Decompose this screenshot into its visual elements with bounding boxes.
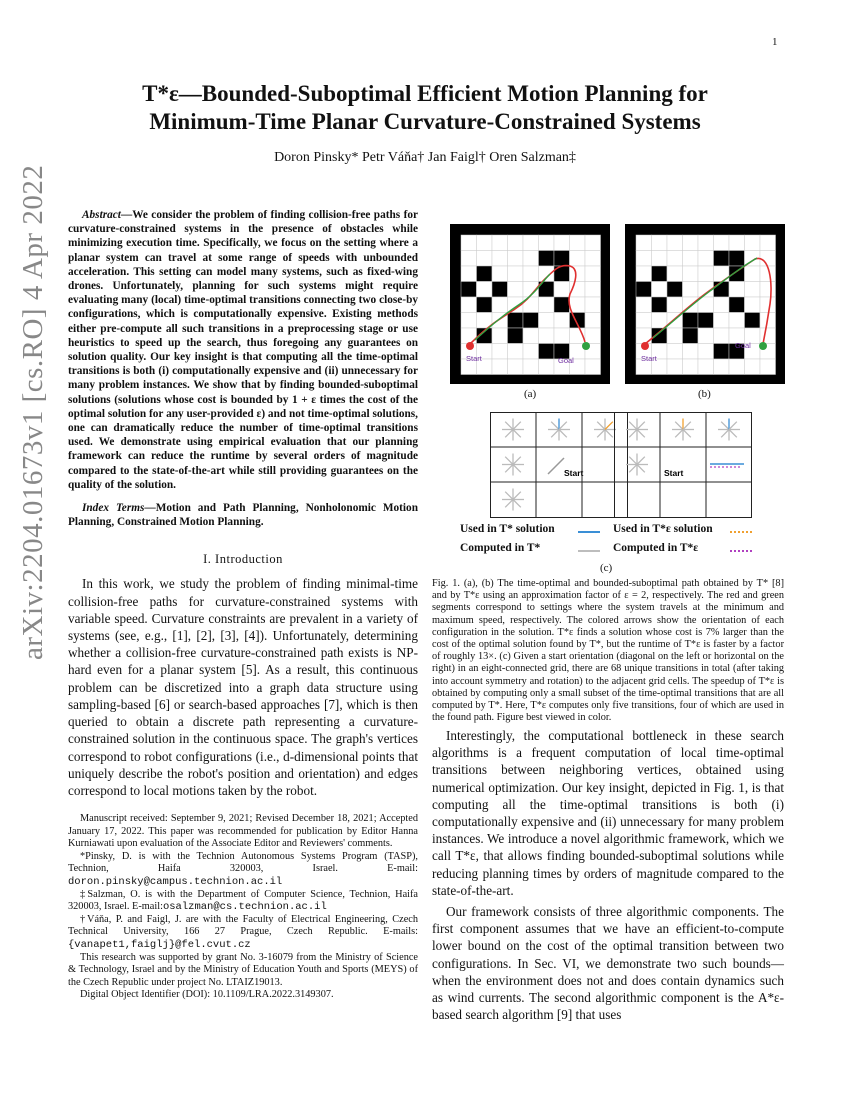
transition-arrow <box>559 430 567 438</box>
maze-cell <box>554 297 570 313</box>
footnote-salzman <box>68 889 418 914</box>
maze-cell <box>570 313 586 329</box>
maze-cell <box>523 359 539 375</box>
maze-cell <box>667 297 683 313</box>
maze-cell <box>585 266 601 282</box>
maze-cell <box>652 251 668 267</box>
maze-cell <box>683 282 699 298</box>
maze-cell <box>698 328 714 344</box>
maze-cell <box>461 235 477 251</box>
transition-arrow <box>629 430 637 438</box>
maze-cell <box>508 328 524 344</box>
transition-arrow <box>629 465 637 473</box>
maze-cell <box>714 344 730 360</box>
transition-arrow <box>729 430 737 438</box>
maze-cell <box>636 235 652 251</box>
maze-cell <box>667 251 683 267</box>
maze-cell <box>698 266 714 282</box>
transition-arrow <box>551 430 559 438</box>
intro-paragraph-1: In this work, we study the problem of finding minimal-time collision-free paths for curvature-constrained systems with variable speed. Curvature constraints are prevalent in a variety of systems (see, e.g., [1], [2], [3], [4]). Unfortunately, determining whether a collision-free curvature-constrained path exists is NP-hard even for a planar system [5]. As a result, this continuous problem can be discretized into a graph data structure using sampling-based [6] or search-based approaches [7], which is then queried to obtain a discrete path representing a curvature-constrained solution in the continuous space. The graph's vertices correspond to robot configurations (i.e., d-dimensional points that uniquely describe the robot's position and orientation) and edges correspond to local motions taken by the robot. <box>68 576 418 798</box>
arrow-star-left-tc <box>548 419 570 441</box>
maze-cell <box>714 328 730 344</box>
transition-arrow <box>597 422 605 430</box>
index-terms-text: —Motion and Path Planning, Nonholonomic Motion Planning, Constrained Motion Planning. <box>68 502 418 529</box>
maze-cell <box>760 297 776 313</box>
maze-cell <box>539 344 555 360</box>
maze-cell <box>585 359 601 375</box>
left-column <box>68 208 418 1002</box>
start-marker-a <box>466 342 474 350</box>
maze-cell <box>508 266 524 282</box>
goal-label-a: Goal <box>558 356 574 365</box>
maze-cell <box>539 359 555 375</box>
maze-cell <box>745 313 761 329</box>
maze-cell <box>760 282 776 298</box>
maze-cell <box>461 282 477 298</box>
maze-cell <box>729 359 745 375</box>
maze-cell <box>508 344 524 360</box>
maze-cell <box>508 313 524 329</box>
legend-computed-tstar-swatch <box>578 550 600 552</box>
maze-cell <box>714 359 730 375</box>
transition-arrow <box>675 422 683 430</box>
maze-cell <box>554 235 570 251</box>
maze-cell <box>539 235 555 251</box>
maze-cell <box>683 328 699 344</box>
maze-cell <box>714 297 730 313</box>
grid-b-cells <box>636 235 776 375</box>
maze-cell <box>492 266 508 282</box>
start-label-c-left: Start <box>564 468 584 478</box>
maze-cell <box>492 297 508 313</box>
goal-marker-a <box>582 342 590 350</box>
footnote-pinsky-email: doron.pinsky@campus.technion.ac.il <box>68 876 283 889</box>
abstract-text: —We consider the problem of finding collision-free paths for curvature-constrained systems in the presence of obstacles while minimizing execution time. Specifically, we focus on the setting where a planar system can travel at some range of speeds with unbounded acceleration. This setting can model many systems, such as fixed-wing drones. Unfortunately, planning for such systems might require evaluating many (local) time-optimal transitions connecting two close-by configurations, which is computationally expensive. Existing methods either pre-compute all such transitions in a preprocessing stage or use heuristics to speed up the search, thus foregoing any guarantees on solution quality. Our key insight is that computing all the time-optimal transitions is both (i) computationally expensive and (ii) unnecessary for many problem instances. We show that by finding bounded-suboptimal solutions (solutions whose cost is bounded by 1 + ε times the cost of the optimal solution for any user-provided ε) and not time-optimal solutions, one can dramatically reduce the number of time-optimal transitions used. We demonstrate using empirical evaluation that our planning framework can reduce the runtime by several orders of magnitude compared to the state-of-the-art while still providing guarantees on the quality of the solution. <box>68 209 418 491</box>
maze-cell <box>745 297 761 313</box>
index-terms-label: Index Terms <box>82 502 145 515</box>
maze-cell <box>461 313 477 329</box>
footnote-vana-email: {vanapet1,faiglj}@fel.cvut.cz <box>68 939 251 952</box>
transition-arrow <box>513 492 521 500</box>
figure-label-a: (a) <box>524 388 537 400</box>
transition-arrow <box>683 422 691 430</box>
transition-arrow <box>505 500 513 508</box>
transition-arrow <box>513 457 521 465</box>
maze-cell <box>539 297 555 313</box>
footnote-salzman-email: osalzman@cs.technion.ac.il <box>162 901 327 914</box>
start-label-a: Start <box>466 354 482 363</box>
maze-cell <box>477 266 493 282</box>
maze-cell <box>652 328 668 344</box>
right-paragraph-2: Our framework consists of three algorithmic components. The first component assumes that we have an efficient-to-compute lower bound on the cost of the optimal transition between two configurations. In Sec. VI, we demonstrate two such bounds—when the environment does not and does contain dynamics such as wind currents. The second algorithmic component is the A*ε-based search algorithm [9] that uses <box>432 904 784 1023</box>
maze-cell <box>667 266 683 282</box>
maze-cell <box>523 266 539 282</box>
footnote-salzman-text: ‡Salzman, O. is with the Department of Computer Science, Technion, Haifa 320003, Israel. E-mail: <box>68 888 418 913</box>
footnote-support: This research was supported by grant No. 3-16079 from the Ministry of Science & Technology, Israel and by the Ministry of Education Youth and Sports (MEYS) of the Czech Republic under project No. LTAIZ19013. <box>68 951 418 988</box>
maze-cell <box>461 328 477 344</box>
transition-arrow <box>551 422 559 430</box>
transition-arrow <box>605 430 613 438</box>
transition-arrow <box>629 422 637 430</box>
maze-cell <box>508 359 524 375</box>
maze-cell <box>667 282 683 298</box>
footnote-pinsky-text: *Pinsky, D. is with the Technion Autonomous Systems Program (TASP), Technion, Haifa 320003, Israel. E-mail: <box>68 850 418 875</box>
transition-arrow <box>513 422 521 430</box>
maze-cell <box>683 344 699 360</box>
maze-cell <box>745 266 761 282</box>
arrow-star-left-ml <box>502 454 524 476</box>
maze-cell <box>477 251 493 267</box>
figure-grid-b <box>625 224 785 384</box>
grid-a-cells <box>461 235 601 375</box>
maze-cell <box>539 313 555 329</box>
maze-cell <box>585 328 601 344</box>
legend-used-tstar-eps: Used in T*ε solution <box>613 523 713 535</box>
figure-grid-a <box>450 224 610 384</box>
maze-cell <box>636 282 652 298</box>
goal-label-b: Goal <box>735 341 751 350</box>
transition-arrow <box>629 457 637 465</box>
maze-cell <box>714 251 730 267</box>
transition-arrow <box>505 457 513 465</box>
maze-cell <box>523 328 539 344</box>
maze-cell <box>523 235 539 251</box>
maze-cell <box>760 359 776 375</box>
maze-cell <box>508 282 524 298</box>
maze-cell <box>570 251 586 267</box>
maze-cell <box>745 359 761 375</box>
maze-cell <box>492 359 508 375</box>
maze-cell <box>667 359 683 375</box>
footnote-received: Manuscript received: September 9, 2021; Revised December 18, 2021; Accepted January 17, 2022. This paper was recommended for publication by Editor Hanna Kurniawati upon evaluation of the Associate Editor and Reviewers' comments. <box>68 813 418 850</box>
maze-cell <box>523 313 539 329</box>
maze-cell <box>683 313 699 329</box>
legend-used-tstar-swatch <box>578 531 600 533</box>
maze-cell <box>554 328 570 344</box>
transition-arrow <box>637 457 645 465</box>
maze-cell <box>554 251 570 267</box>
transition-grid-right <box>614 412 752 518</box>
transition-arrow <box>605 422 613 430</box>
transition-arrow <box>637 465 645 473</box>
arrow-star-right-ml <box>626 454 648 476</box>
maze-cell <box>523 251 539 267</box>
transition-arrow <box>729 422 737 430</box>
arrow-star-left-tr <box>594 419 616 441</box>
legend-computed-eps-swatch <box>730 550 752 552</box>
legend-used-tstar: Used in T* solution <box>460 523 555 535</box>
right-paragraph-1: Interestingly, the computational bottleneck in these search algorithms is a frequent computation of local time-optimal transitions between neighboring vertices, obtained using numerical optimization. Our key insight, depicted in Fig. 1, is that computing all the time-optimal transitions is both (i) computationally expensive and (ii) unnecessary for many problem instances. We introduce a novel algorithmic framework, which we call T*ε, that allows finding bounded-suboptimal solutions while reducing planning times by orders of magnitude compared to the state-of-the-art. <box>432 728 784 898</box>
maze-cell <box>714 313 730 329</box>
maze-cell <box>508 251 524 267</box>
maze-cell <box>461 251 477 267</box>
maze-cell <box>667 344 683 360</box>
maze-cell <box>570 266 586 282</box>
maze-cell <box>683 359 699 375</box>
maze-cell <box>698 344 714 360</box>
transition-arrow <box>505 422 513 430</box>
maze-cell <box>585 282 601 298</box>
maze-cell <box>698 235 714 251</box>
figure-label-c: (c) <box>600 562 613 574</box>
maze-cell <box>585 235 601 251</box>
figure-caption: Fig. 1. (a), (b) The time-optimal and bounded-suboptimal path obtained by T* [8] and by T*ε using an approximation factor of ε = 2, respectively. The red and green segments correspond to settings where the system travels at the minimum and maximum speed, respectively. The colored arrows show the orientation of each configuration in the solution. T*ε finds a solution whose cost is 7% larger than the cost of the optimal solution found by T*, but the runtime of T*ε is faster by a factor of roughly 13×. (c) Given a start orientation (diagonal on the left or horizontal on the right) in an eight-connected grid, there are 68 unique transitions in total (after taking into account symmetry and rotation) to the adjacent grid cells. The speedup of T*ε is obtained by computing only a small subset of the time-optimal transitions that are all computed by T*. Here, T*ε computes only five transitions, four of which are used in the found path. Figure best viewed in color. <box>432 578 784 724</box>
maze-cell <box>745 282 761 298</box>
transition-arrow <box>505 430 513 438</box>
legend-used-eps-swatch <box>730 531 752 533</box>
maze-cell <box>729 235 745 251</box>
maze-cell <box>683 266 699 282</box>
maze-cell <box>477 235 493 251</box>
maze-cell <box>585 313 601 329</box>
figure-label-b: (b) <box>698 388 711 400</box>
figure-caption-wrap <box>432 578 784 724</box>
transition-arrow <box>597 430 605 438</box>
maze-cell <box>760 235 776 251</box>
maze-cell <box>667 235 683 251</box>
footnote-doi: Digital Object Identifier (DOI): 10.1109/LRA.2022.3149307. <box>80 989 334 1001</box>
maze-cell <box>698 313 714 329</box>
transition-arrow <box>505 492 513 500</box>
maze-cell <box>652 235 668 251</box>
maze-cell <box>539 328 555 344</box>
maze-cell <box>523 344 539 360</box>
maze-cell <box>729 297 745 313</box>
transition-arrow <box>505 465 513 473</box>
transition-arrow <box>513 465 521 473</box>
arrow-star-right-tl <box>626 419 648 441</box>
maze-cell <box>492 251 508 267</box>
transition-arrow <box>675 430 683 438</box>
title-line-1: T*ε—Bounded-Suboptimal Efficient Motion Planning for <box>142 81 708 106</box>
maze-cell <box>683 235 699 251</box>
transition-arrow <box>721 422 729 430</box>
arrow-star-left-bl <box>502 489 524 511</box>
maze-cell <box>652 282 668 298</box>
maze-cell <box>539 251 555 267</box>
footnote-vana-text: †Váňa, P. and Faigl, J. are with the Faculty of Electrical Engineering, Czech Technical University, 166 27 Prague, Czech Republic. E-mails: <box>68 913 418 938</box>
maze-cell <box>652 266 668 282</box>
legend-computed-tstar: Computed in T* <box>460 542 541 554</box>
maze-cell <box>539 266 555 282</box>
maze-cell <box>729 282 745 298</box>
maze-cell <box>570 297 586 313</box>
title-line-2: Minimum-Time Planar Curvature-Constrained Systems <box>149 109 701 134</box>
footnote-vana <box>68 914 418 952</box>
maze-cell <box>492 282 508 298</box>
transition-arrow <box>559 422 567 430</box>
transition-arrow <box>637 422 645 430</box>
paper-title <box>60 80 790 136</box>
maze-cell <box>492 328 508 344</box>
maze-cell <box>508 235 524 251</box>
maze-cell <box>570 235 586 251</box>
maze-cell <box>698 251 714 267</box>
start-label-c-right: Start <box>664 468 684 478</box>
abstract-label: Abstract <box>82 209 121 221</box>
maze-cell <box>714 235 730 251</box>
maze-cell <box>683 251 699 267</box>
maze-cell <box>698 359 714 375</box>
transition-arrow <box>637 430 645 438</box>
maze-cell <box>729 313 745 329</box>
maze-cell <box>760 328 776 344</box>
maze-cell <box>492 344 508 360</box>
maze-cell <box>477 297 493 313</box>
maze-cell <box>760 251 776 267</box>
abstract <box>68 208 418 492</box>
legend-computed-tstar-eps: Computed in T*ε <box>613 542 699 554</box>
right-column-text <box>432 727 784 1023</box>
maze-cell <box>554 282 570 298</box>
maze-cell <box>745 235 761 251</box>
arrow-star-right-tr <box>718 419 740 441</box>
index-terms <box>68 501 418 529</box>
transition-arrow <box>683 430 691 438</box>
maze-cell <box>667 328 683 344</box>
section-heading-introduction: I. Introduction <box>203 552 283 567</box>
maze-cell <box>729 251 745 267</box>
maze-cell <box>714 282 730 298</box>
maze-cell <box>585 297 601 313</box>
authors: Doron Pinsky* Petr Váňa† Jan Faigl† Oren Salzman‡ <box>274 150 576 165</box>
arxiv-stamp-text: arXiv:2204.01673v1 [cs.RO] 4 Apr 2022 <box>17 164 49 660</box>
start-arrow-left <box>548 458 564 474</box>
arrow-star-right-tc <box>672 419 694 441</box>
maze-cell <box>652 313 668 329</box>
footnote-pinsky <box>68 851 418 889</box>
arrow-star-left-tl <box>502 419 524 441</box>
maze-cell <box>554 313 570 329</box>
maze-cell <box>461 266 477 282</box>
maze-cell <box>636 313 652 329</box>
transition-arrow <box>513 500 521 508</box>
maze-cell <box>461 297 477 313</box>
goal-marker-b <box>759 342 767 350</box>
maze-cell <box>585 251 601 267</box>
transition-arrow <box>513 430 521 438</box>
transition-arrow <box>721 430 729 438</box>
maze-cell <box>636 297 652 313</box>
start-label-b: Start <box>641 354 657 363</box>
transition-grid-left <box>490 412 628 518</box>
maze-cell <box>492 235 508 251</box>
maze-cell <box>636 251 652 267</box>
maze-cell <box>477 282 493 298</box>
maze-cell <box>636 266 652 282</box>
maze-cell <box>652 297 668 313</box>
start-marker-b <box>641 342 649 350</box>
page-number: 1 <box>772 36 778 48</box>
